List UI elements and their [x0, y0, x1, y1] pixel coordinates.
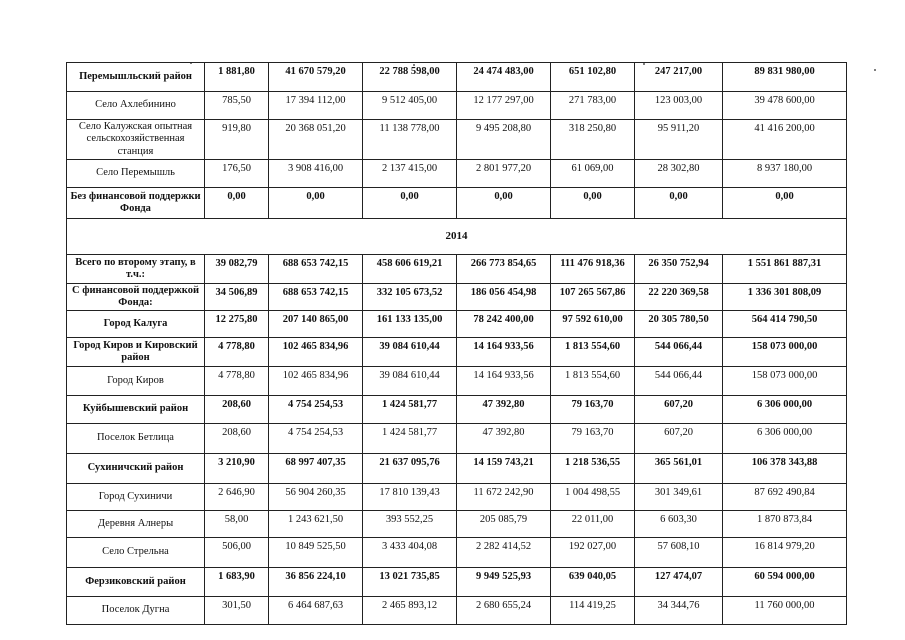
row-name: Село Перемышль [67, 160, 205, 188]
value-cell: 14 164 933,56 [457, 338, 551, 367]
table-row [67, 160, 847, 188]
value-cell: 1 424 581,77 [363, 424, 457, 454]
value-cell: 111 476 918,36 [551, 255, 635, 284]
value-cell: 639 040,05 [551, 568, 635, 597]
table-row-subtotal [67, 284, 847, 311]
value-cell: 22 788 598,00 [363, 63, 457, 92]
table-row [67, 120, 847, 160]
table-row-subtotal [67, 454, 847, 484]
value-cell: 0,00 [635, 188, 723, 219]
value-cell: 6 603,30 [635, 511, 723, 538]
value-cell: 4 754 254,53 [269, 424, 363, 454]
row-name: Куйбышевский район [67, 396, 205, 424]
value-cell: 0,00 [551, 188, 635, 219]
value-cell: 651 102,80 [551, 63, 635, 92]
value-cell: 11 672 242,90 [457, 484, 551, 511]
value-cell: 39 084 610,44 [363, 338, 457, 367]
year-divider-row [67, 219, 847, 255]
value-cell: 785,50 [205, 92, 269, 120]
value-cell: 1 243 621,50 [269, 511, 363, 538]
value-cell: 20 368 051,20 [269, 120, 363, 160]
value-cell: 2 282 414,52 [457, 538, 551, 568]
table-row [67, 367, 847, 396]
value-cell: 158 073 000,00 [723, 367, 847, 396]
row-name: Деревня Алнеры [67, 511, 205, 538]
value-cell: 4 754 254,53 [269, 396, 363, 424]
value-cell: 106 378 343,88 [723, 454, 847, 484]
value-cell: 47 392,80 [457, 424, 551, 454]
table-row [67, 538, 847, 568]
value-cell: 22 220 369,58 [635, 284, 723, 311]
value-cell: 1 004 498,55 [551, 484, 635, 511]
value-cell: 0,00 [269, 188, 363, 219]
value-cell: 9 512 405,00 [363, 92, 457, 120]
value-cell: 2 680 655,24 [457, 597, 551, 625]
value-cell: 123 003,00 [635, 92, 723, 120]
value-cell: 102 465 834,96 [269, 367, 363, 396]
row-name: Город Сухиничи [67, 484, 205, 511]
row-name: Сухиничский район [67, 454, 205, 484]
value-cell: 544 066,44 [635, 338, 723, 367]
value-cell: 208,60 [205, 396, 269, 424]
value-cell: 544 066,44 [635, 367, 723, 396]
value-cell: 9 949 525,93 [457, 568, 551, 597]
value-cell: 301,50 [205, 597, 269, 625]
value-cell: 607,20 [635, 396, 723, 424]
value-cell: 919,80 [205, 120, 269, 160]
row-name: Поселок Бетлица [67, 424, 205, 454]
value-cell: 208,60 [205, 424, 269, 454]
table-row-subtotal [67, 338, 847, 367]
value-cell: 14 159 743,21 [457, 454, 551, 484]
value-cell: 47 392,80 [457, 396, 551, 424]
value-cell: 17 810 139,43 [363, 484, 457, 511]
value-cell: 1 813 554,60 [551, 338, 635, 367]
value-cell: 6 464 687,63 [269, 597, 363, 625]
value-cell: 68 997 407,35 [269, 454, 363, 484]
value-cell: 2 137 415,00 [363, 160, 457, 188]
value-cell: 2 465 893,12 [363, 597, 457, 625]
value-cell: 1 424 581,77 [363, 396, 457, 424]
value-cell: 3 210,90 [205, 454, 269, 484]
value-cell: 365 561,01 [635, 454, 723, 484]
table-row-subtotal [67, 63, 847, 92]
value-cell: 89 831 980,00 [723, 63, 847, 92]
document-page [66, 62, 847, 625]
value-cell: 34 344,76 [635, 597, 723, 625]
value-cell: 0,00 [363, 188, 457, 219]
scan-speck [874, 69, 876, 71]
value-cell: 607,20 [635, 424, 723, 454]
table-row-subtotal [67, 311, 847, 338]
value-cell: 393 552,25 [363, 511, 457, 538]
table-row-subtotal [67, 396, 847, 424]
row-name: Город Калуга [67, 311, 205, 338]
value-cell: 458 606 619,21 [363, 255, 457, 284]
value-cell: 56 904 260,35 [269, 484, 363, 511]
row-name: Село Стрельна [67, 538, 205, 568]
value-cell: 186 056 454,98 [457, 284, 551, 311]
value-cell: 57 608,10 [635, 538, 723, 568]
value-cell: 0,00 [723, 188, 847, 219]
value-cell: 2 646,90 [205, 484, 269, 511]
value-cell: 127 474,07 [635, 568, 723, 597]
table-row [67, 424, 847, 454]
value-cell: 1 336 301 808,09 [723, 284, 847, 311]
value-cell: 247 217,00 [635, 63, 723, 92]
value-cell: 0,00 [205, 188, 269, 219]
value-cell: 22 011,00 [551, 511, 635, 538]
value-cell: 0,00 [457, 188, 551, 219]
value-cell: 688 653 742,15 [269, 284, 363, 311]
value-cell: 4 778,80 [205, 367, 269, 396]
value-cell: 1 881,80 [205, 63, 269, 92]
financing-table [66, 62, 847, 625]
value-cell: 14 164 933,56 [457, 367, 551, 396]
value-cell: 3 908 416,00 [269, 160, 363, 188]
table-row [67, 92, 847, 120]
value-cell: 1 218 536,55 [551, 454, 635, 484]
value-cell: 192 027,00 [551, 538, 635, 568]
value-cell: 60 594 000,00 [723, 568, 847, 597]
value-cell: 4 778,80 [205, 338, 269, 367]
value-cell: 8 937 180,00 [723, 160, 847, 188]
value-cell: 12 275,80 [205, 311, 269, 338]
value-cell: 2 801 977,20 [457, 160, 551, 188]
row-name: Село Ахлебинино [67, 92, 205, 120]
value-cell: 87 692 490,84 [723, 484, 847, 511]
table-row-subtotal [67, 255, 847, 284]
value-cell: 6 306 000,00 [723, 424, 847, 454]
table-row [67, 597, 847, 625]
value-cell: 13 021 735,85 [363, 568, 457, 597]
value-cell: 16 814 979,20 [723, 538, 847, 568]
value-cell: 318 250,80 [551, 120, 635, 160]
value-cell: 97 592 610,00 [551, 311, 635, 338]
row-name: Всего по второму этапу, в т.ч.: [67, 255, 205, 284]
table-row-subtotal [67, 568, 847, 597]
value-cell: 564 414 790,50 [723, 311, 847, 338]
row-name: Поселок Дугна [67, 597, 205, 625]
table-row [67, 484, 847, 511]
year-label: 2014 [67, 219, 847, 255]
value-cell: 207 140 865,00 [269, 311, 363, 338]
value-cell: 41 416 200,00 [723, 120, 847, 160]
row-name: Город Киров [67, 367, 205, 396]
value-cell: 20 305 780,50 [635, 311, 723, 338]
value-cell: 158 073 000,00 [723, 338, 847, 367]
value-cell: 41 670 579,20 [269, 63, 363, 92]
row-name: Ферзиковский район [67, 568, 205, 597]
value-cell: 39 478 600,00 [723, 92, 847, 120]
value-cell: 10 849 525,50 [269, 538, 363, 568]
value-cell: 12 177 297,00 [457, 92, 551, 120]
value-cell: 114 419,25 [551, 597, 635, 625]
value-cell: 161 133 135,00 [363, 311, 457, 338]
value-cell: 688 653 742,15 [269, 255, 363, 284]
table-row-subtotal [67, 188, 847, 219]
value-cell: 95 911,20 [635, 120, 723, 160]
row-name: Город Киров и Кировский район [67, 338, 205, 367]
value-cell: 205 085,79 [457, 511, 551, 538]
value-cell: 58,00 [205, 511, 269, 538]
row-name: Без финансовой поддержки Фонда [67, 188, 205, 219]
value-cell: 9 495 208,80 [457, 120, 551, 160]
value-cell: 176,50 [205, 160, 269, 188]
value-cell: 79 163,70 [551, 396, 635, 424]
value-cell: 6 306 000,00 [723, 396, 847, 424]
value-cell: 61 069,00 [551, 160, 635, 188]
row-name: Село Калужская опытная сельскохозяйственная станция [67, 120, 205, 160]
value-cell: 78 242 400,00 [457, 311, 551, 338]
value-cell: 332 105 673,52 [363, 284, 457, 311]
value-cell: 1 551 861 887,31 [723, 255, 847, 284]
value-cell: 24 474 483,00 [457, 63, 551, 92]
table-row [67, 511, 847, 538]
value-cell: 102 465 834,96 [269, 338, 363, 367]
value-cell: 107 265 567,86 [551, 284, 635, 311]
value-cell: 36 856 224,10 [269, 568, 363, 597]
value-cell: 39 082,79 [205, 255, 269, 284]
value-cell: 506,00 [205, 538, 269, 568]
value-cell: 3 433 404,08 [363, 538, 457, 568]
value-cell: 21 637 095,76 [363, 454, 457, 484]
value-cell: 266 773 854,65 [457, 255, 551, 284]
value-cell: 17 394 112,00 [269, 92, 363, 120]
value-cell: 301 349,61 [635, 484, 723, 511]
value-cell: 26 350 752,94 [635, 255, 723, 284]
value-cell: 11 760 000,00 [723, 597, 847, 625]
value-cell: 28 302,80 [635, 160, 723, 188]
value-cell: 1 870 873,84 [723, 511, 847, 538]
value-cell: 11 138 778,00 [363, 120, 457, 160]
row-name: Перемышльский район [67, 63, 205, 92]
value-cell: 271 783,00 [551, 92, 635, 120]
value-cell: 79 163,70 [551, 424, 635, 454]
value-cell: 1 683,90 [205, 568, 269, 597]
row-name: С финансовой поддержкой Фонда: [67, 284, 205, 311]
value-cell: 34 506,89 [205, 284, 269, 311]
value-cell: 1 813 554,60 [551, 367, 635, 396]
value-cell: 39 084 610,44 [363, 367, 457, 396]
